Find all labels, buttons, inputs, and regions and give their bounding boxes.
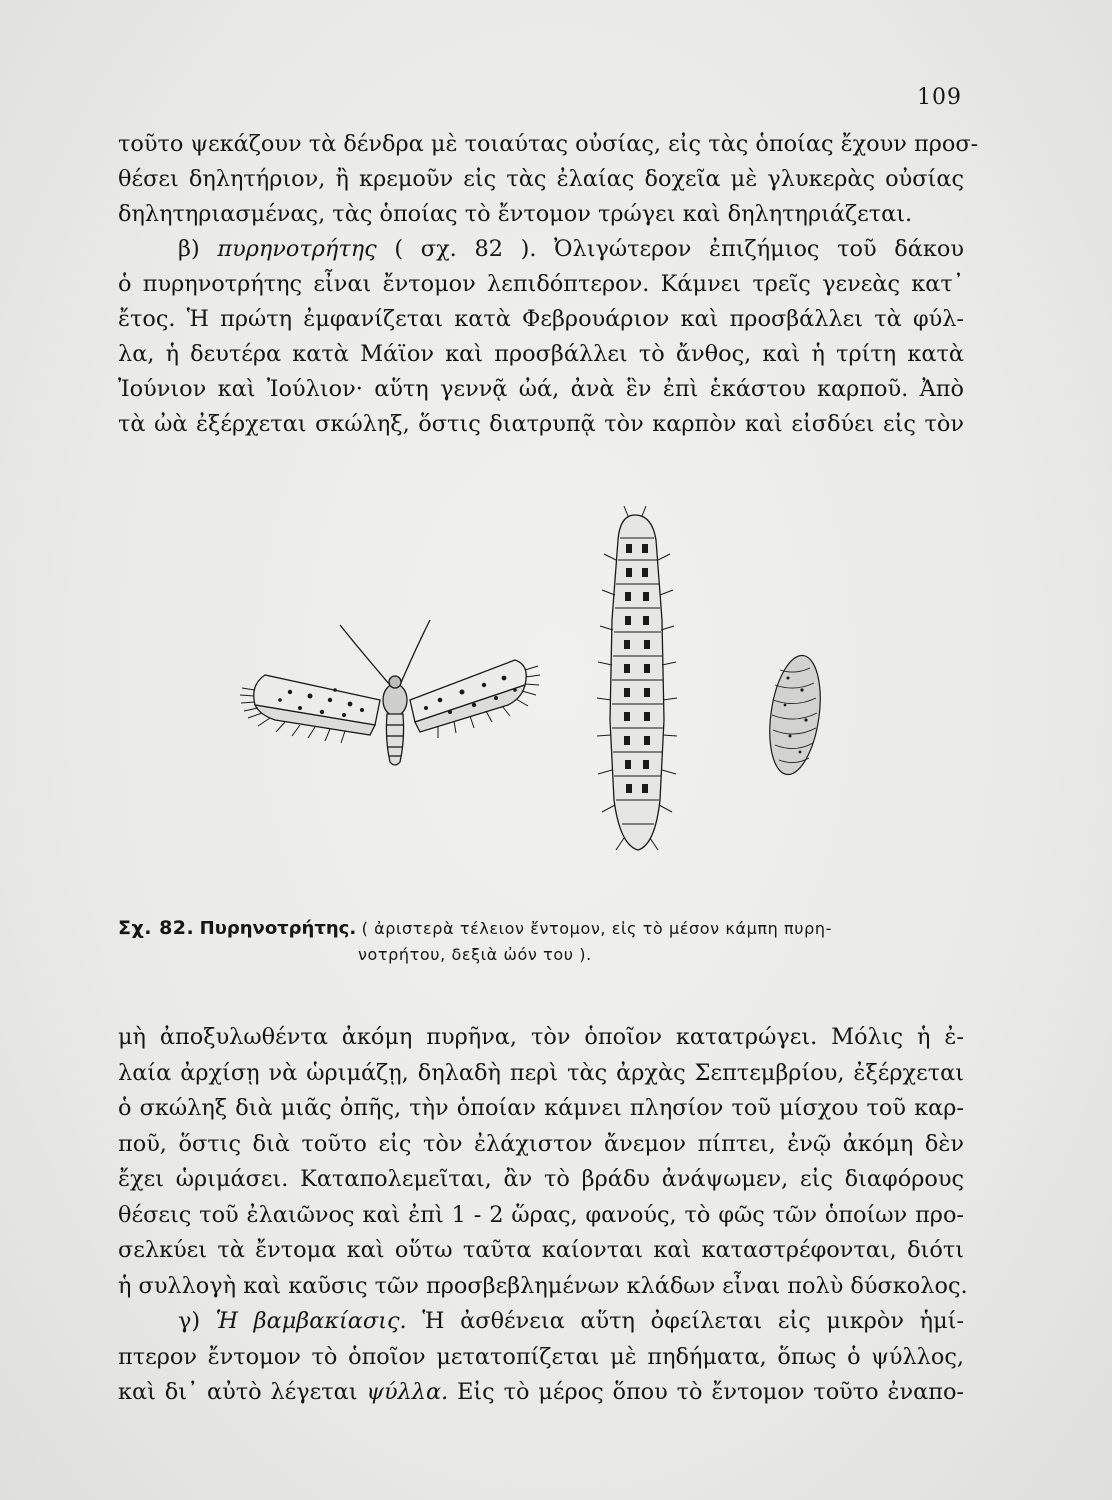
text-line: λα, ἡ δευτέρα κατὰ Μάϊον καὶ προσβάλλει τὸ ἄνθος, καὶ ἡ τρίτη κατὰ bbox=[118, 341, 964, 367]
text-line: σελκύει τὰ ἔντομα καὶ οὕτω ταῦτα καίονται καὶ καταστρέφονται, διότι bbox=[118, 1237, 964, 1263]
text-line: θέσεις τοῦ ἐλαιῶνος καὶ ἐπὶ 1 - 2 ὥρας, φανούς, τὸ φῶς τῶν ὁποίων προ- bbox=[118, 1201, 964, 1228]
text-line: ὁ πυρηνοτρήτης εἶναι ἔντομον λεπιδόπτερον. Κάμνει τρεῖς γενεὰς κατ᾽ bbox=[118, 271, 964, 297]
section-c-heading-line bbox=[118, 1304, 964, 1340]
text-line: Ἰούνιον καὶ Ἰούλιον· αὕτη γεννᾷ ὠά, ἀνὰ ἓν ἐπὶ ἑκάστου καρποῦ. Ἀπὸ bbox=[118, 376, 964, 402]
text-line: μὴ ἀποξυλωθέντα ἀκόμη πυρῆνα, τὸν ὁποῖον κατατρώγει. Μόλις ἡ ἐ- bbox=[118, 1024, 964, 1050]
last-line-term: ψύλλα. bbox=[366, 1379, 449, 1405]
caterpillar-illustration bbox=[597, 506, 677, 850]
caption-title: Πυρηνοτρήτης. bbox=[199, 918, 357, 939]
text-line: ἡ συλλογὴ καὶ καῦσις τῶν προσβεβλημένων κλάδων εἶναι πολὺ δύσκολος. bbox=[118, 1272, 968, 1299]
caption-description: ( ἀριστερὰ τέλειον ἔντομον, εἰς τὸ μέσον κάμπη πυρη- bbox=[361, 919, 832, 938]
section-b-rest: ( σχ. 82 ). Ὀλιγώτερον ἐπιζήμιος τοῦ δάκου bbox=[394, 236, 964, 262]
top-paragraph bbox=[118, 127, 979, 442]
text-line: λαία ἀρχίσῃ νὰ ὡριμάζῃ, δηλαδὴ περὶ τὰς ἀρχὰς Σεπτεμβρίου, ἐξέρχεται bbox=[118, 1059, 964, 1086]
text-line: ποῦ, ὅστις διὰ τοῦτο εἰς τὸν ἐλάχιστον ἄνεμον πίπτει, ἐνῷ ἀκόμη δὲν bbox=[118, 1130, 964, 1157]
section-b-heading-line bbox=[118, 232, 964, 267]
section-c-term: Ἡ βαμβακίασις. bbox=[215, 1308, 407, 1334]
text-line: πτερον ἔντομον τὸ ὁποῖον μετατοπίζεται μὲ πηδήματα, ὅπως ὁ ψύλλος, bbox=[118, 1343, 964, 1370]
section-c-marker: γ) bbox=[178, 1308, 201, 1334]
section-c-rest: Ἡ ἀσθένεια αὕτη ὀφείλεται εἰς μικρὸν ἡμί- bbox=[422, 1308, 964, 1334]
text-line: θέσει δηλητήριον, ἢ κρεμοῦν εἰς τὰς ἐλαίας δοχεῖα μὲ γλυκερὰς οὐσίας bbox=[118, 166, 964, 192]
text-line: δηλητηριασμένας, τὰς ὁποίας τὸ ἔντομον τρώγει καὶ δηλητηριάζεται. bbox=[118, 201, 913, 227]
text-line: ἔχει ὡριμάσει. Καταπολεμεῖται, ἂν τὸ βράδυ ἀνάψωμεν, εἰς διαφόρους bbox=[118, 1166, 964, 1192]
text-line: ἔτος. Ἡ πρώτη ἐμφανίζεται κατὰ Φεβρουάριον καὶ προσβάλλει τὰ φύλ- bbox=[118, 306, 964, 332]
text-line: τὰ ὠὰ ἐξέρχεται σκώληξ, ὅστις διατρυπᾷ τὸν καρπὸν καὶ εἰσδύει εἰς τὸν bbox=[118, 411, 964, 437]
egg-illustration bbox=[763, 652, 827, 778]
moth-illustration bbox=[240, 620, 540, 765]
last-text-line bbox=[118, 1375, 964, 1411]
last-line-start: καὶ δι᾽ αὐτὸ λέγεται bbox=[118, 1379, 358, 1405]
caption-description-continued: νοτρήτου, δεξιὰ ὠόν του ). bbox=[358, 945, 592, 964]
bottom-paragraph bbox=[118, 1020, 968, 1411]
text-line: ὁ σκώληξ διὰ μιᾶς ὀπῆς, τὴν ὁποίαν κάμνει πλησίον τοῦ μίσχου τοῦ καρ- bbox=[118, 1095, 964, 1121]
section-b-term: πυρηνοτρήτης bbox=[217, 236, 377, 262]
last-line-rest: Εἰς τὸ μέρος ὅπου τὸ ἔντομον τοῦτο ἐναπο- bbox=[457, 1379, 965, 1405]
figure-caption bbox=[118, 915, 964, 968]
caption-label: Σχ. 82. bbox=[118, 917, 195, 939]
figure-82-illustration bbox=[240, 500, 860, 900]
section-b-marker: β) bbox=[178, 236, 200, 262]
page-number: 109 bbox=[917, 85, 962, 110]
text-line: τοῦτο ψεκάζουν τὰ δένδρα μὲ τοιαύτας οὐσίας, εἰς τὰς ὁποίας ἔχουν προσ- bbox=[118, 131, 979, 157]
